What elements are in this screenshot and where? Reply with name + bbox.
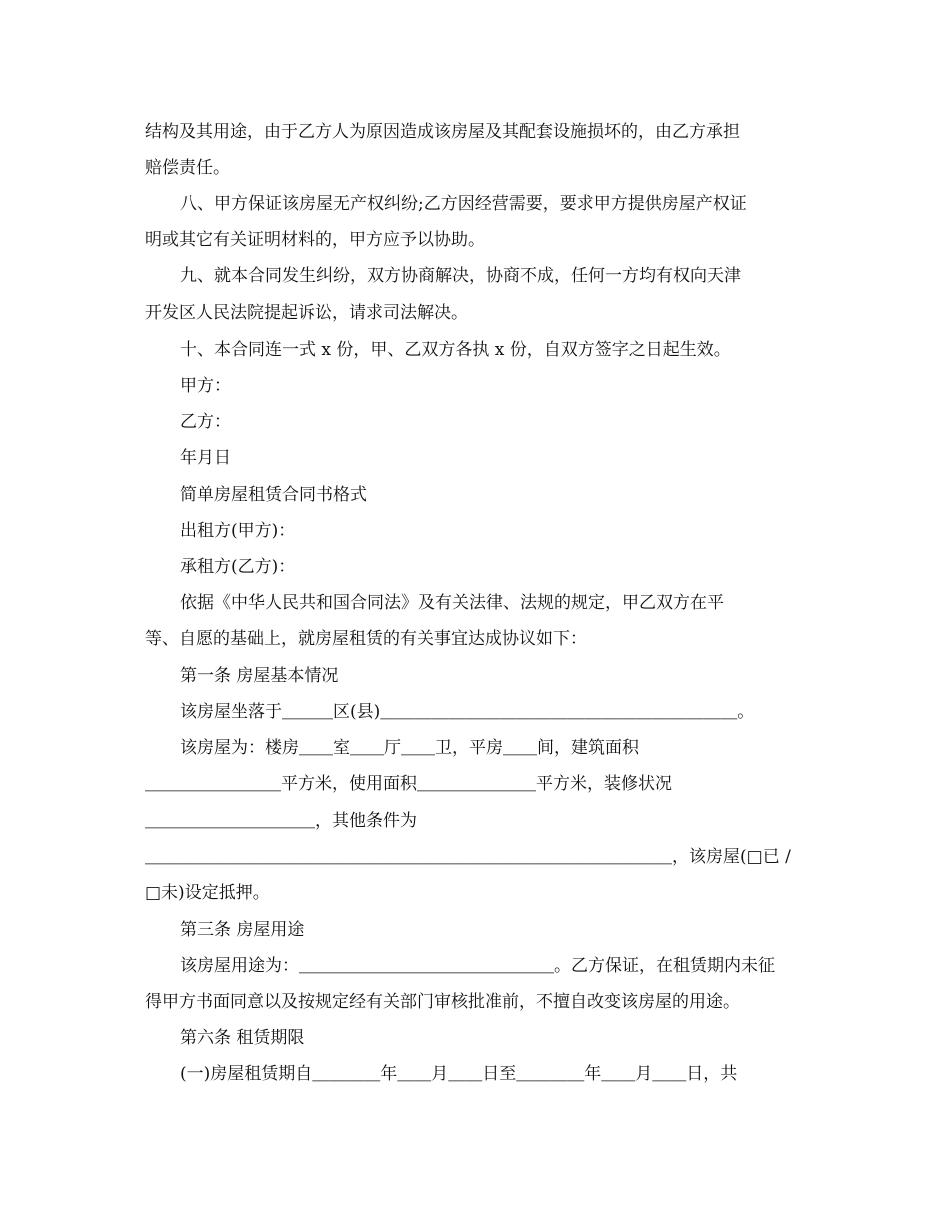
- text-line: 乙方：: [180, 412, 231, 432]
- text-line: 八、甲方保证该房屋无产权纠纷;乙方因经营需要，要求甲方提供房屋产权证: [180, 194, 747, 214]
- text-line: 该房屋坐落于＿＿＿区(县)＿＿＿＿＿＿＿＿＿＿＿＿＿＿＿＿＿＿＿＿＿。: [180, 702, 755, 722]
- text-line: 结构及其用途，由于乙方人为原因造成该房屋及其配套设施损坏的，由乙方承担: [145, 122, 740, 142]
- text-line: 等、自愿的基础上，就房屋租赁的有关事宜达成协议如下：: [145, 629, 587, 649]
- text-line: 该房屋用途为：＿＿＿＿＿＿＿＿＿＿＿＿＿＿＿。乙方保证，在租赁期内未征: [180, 956, 775, 976]
- text-line: 甲方：: [180, 376, 231, 396]
- text-line: 第一条 房屋基本情况: [180, 666, 339, 686]
- text-line: 九、就本合同发生纠纷，双方协商解决，协商不成，任何一方均有权向天津: [180, 266, 741, 286]
- text-line: 出租方(甲方)：: [180, 521, 296, 541]
- text-line: □未)设定抵押。: [145, 883, 270, 903]
- text-line: 十、本合同连一式 x 份，甲、乙双方各执 x 份，自双方签字之日起生效。: [180, 340, 731, 360]
- text-line: 第三条 房屋用途: [180, 920, 305, 940]
- text-line: (一)房屋租赁期自＿＿＿＿年＿＿月＿＿日至＿＿＿＿年＿＿月＿＿日，共: [180, 1064, 738, 1084]
- text-line: 开发区人民法院提起诉讼，请求司法解决。: [145, 303, 468, 323]
- text-line: 明或其它有关证明材料的，甲方应予以协助。: [145, 230, 485, 250]
- text-line: ＿＿＿＿＿＿＿＿平方米，使用面积＿＿＿＿＿＿＿平方米，装修状况: [145, 774, 672, 794]
- text-line: 年月日: [180, 448, 231, 468]
- text-line: 赔偿责任。: [145, 158, 230, 178]
- text-line: 依据《中华人民共和国合同法》及有关法律、法规的规定，甲乙双方在平: [180, 593, 724, 613]
- text-line: 第六条 租赁期限: [180, 1028, 305, 1048]
- text-line: 简单房屋租赁合同书格式: [180, 485, 367, 505]
- text-line: ＿＿＿＿＿＿＿＿＿＿，其他条件为: [145, 811, 417, 831]
- text-line: 该房屋为：楼房＿＿室＿＿厅＿＿卫，平房＿＿间，建筑面积: [180, 738, 639, 758]
- text-line: ＿＿＿＿＿＿＿＿＿＿＿＿＿＿＿＿＿＿＿＿＿＿＿＿＿＿＿＿＿＿＿，该房屋(□已 /: [145, 847, 791, 867]
- text-line: 得甲方书面同意以及按规定经有关部门审核批准前，不擅自改变该房屋的用途。: [145, 992, 740, 1012]
- text-line: 承租方(乙方)：: [180, 557, 296, 577]
